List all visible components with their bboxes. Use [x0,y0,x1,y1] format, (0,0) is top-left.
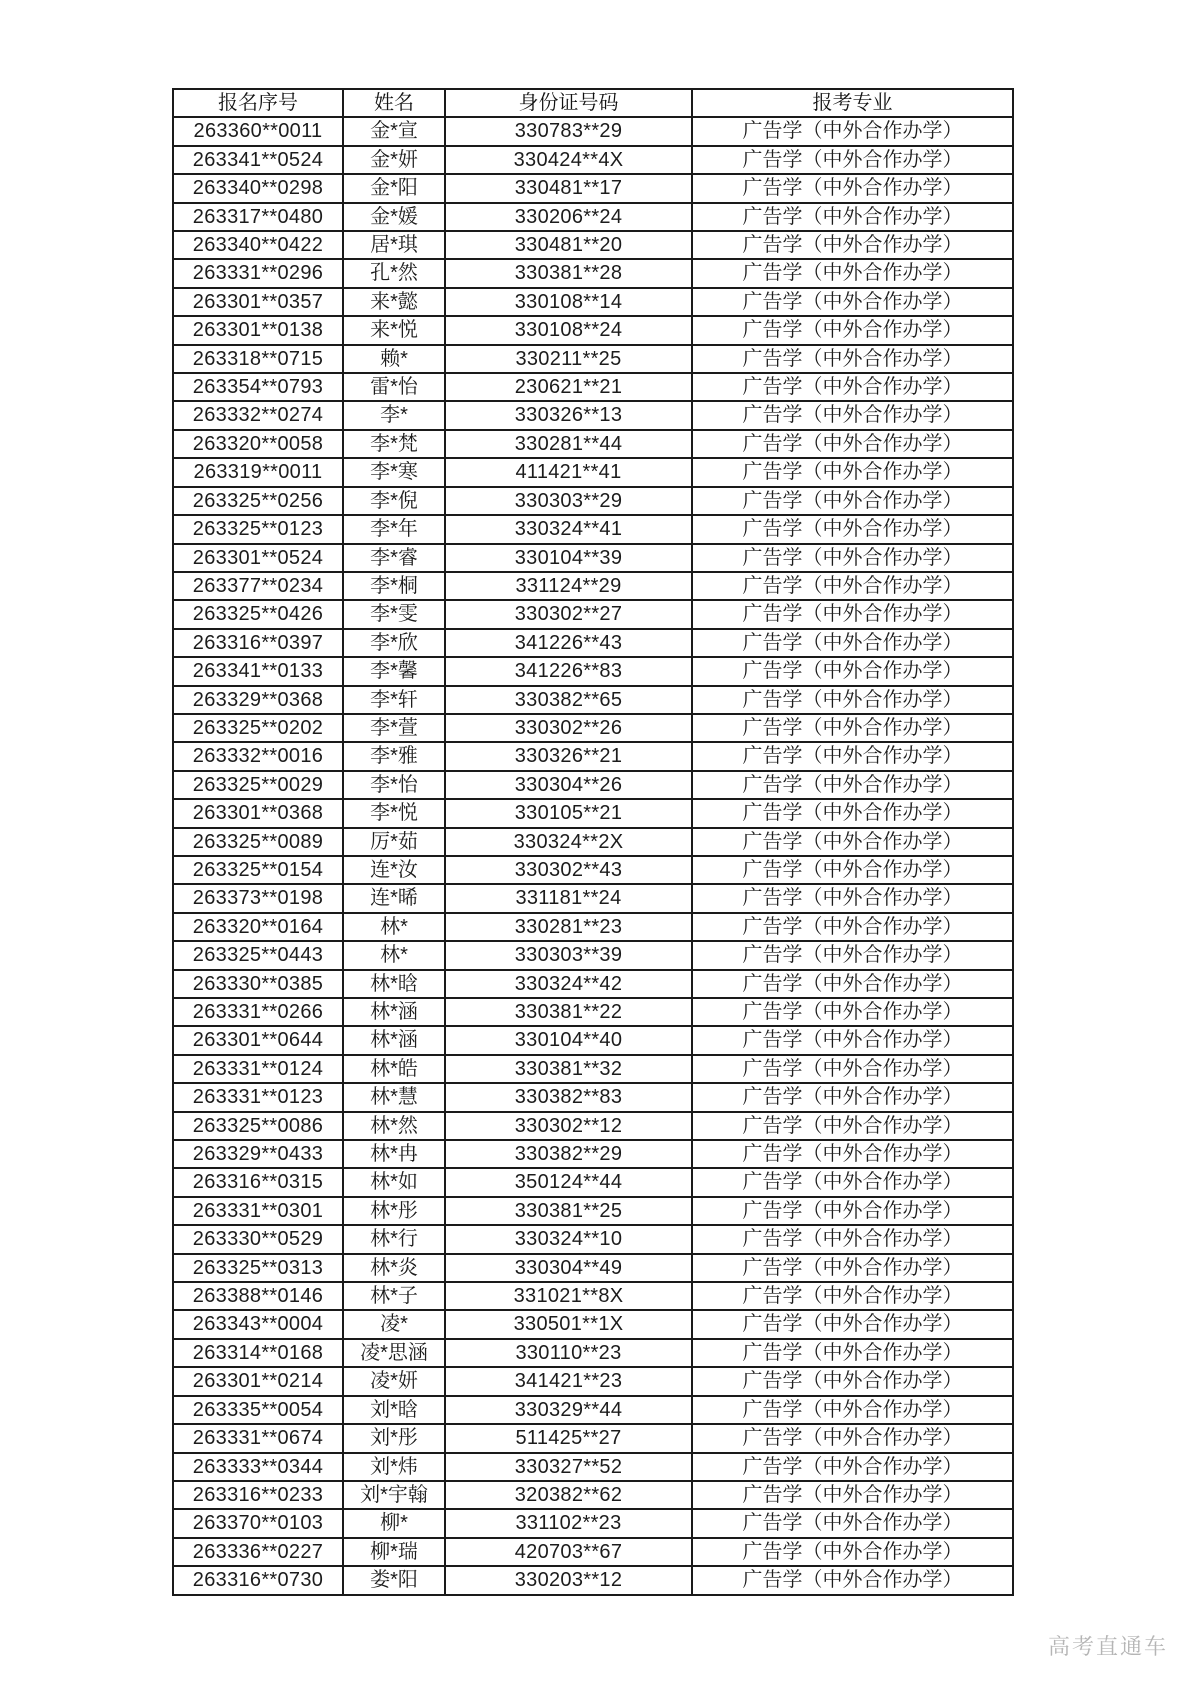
major-cell: 广告学（中外合作办学） [692,1026,1013,1054]
name-cell: 林*涵 [343,998,445,1026]
name-cell: 孔*然 [343,259,445,287]
table-row [173,487,1013,515]
registration-number-cell: 263370**0103 [173,1509,343,1537]
name-cell: 金*媛 [343,203,445,231]
name-cell: 林*炎 [343,1254,445,1282]
major-cell: 广告学（中外合作办学） [692,487,1013,515]
table-row [173,771,1013,799]
registration-number-cell: 263341**0524 [173,146,343,174]
table-row [173,373,1013,401]
id-number-cell: 330211**25 [445,345,692,373]
name-cell: 林*彤 [343,1197,445,1225]
id-number-cell: 330281**44 [445,430,692,458]
registration-number-cell: 263314**0168 [173,1339,343,1367]
registration-number-cell: 263331**0674 [173,1424,343,1452]
id-number-cell: 350124**44 [445,1168,692,1196]
registration-number-cell: 263331**0266 [173,998,343,1026]
column-header-name: 姓名 [343,89,445,117]
name-cell: 李*梵 [343,430,445,458]
id-number-cell: 331102**23 [445,1509,692,1537]
watermark: 高考直通车 [1047,1634,1168,1659]
registration-number-cell: 263325**0029 [173,771,343,799]
major-cell: 广告学（中外合作办学） [692,373,1013,401]
table-row [173,742,1013,770]
registration-number-cell: 263316**0730 [173,1566,343,1594]
major-cell: 广告学（中外合作办学） [692,1168,1013,1196]
table-row [173,1481,1013,1509]
table-row [173,884,1013,912]
name-cell: 凌*思涵 [343,1339,445,1367]
registration-number-cell: 263325**0443 [173,941,343,969]
table-row [173,970,1013,998]
id-number-cell: 330110**23 [445,1339,692,1367]
major-cell: 广告学（中外合作办学） [692,117,1013,145]
major-cell: 广告学（中外合作办学） [692,544,1013,572]
major-cell: 广告学（中外合作办学） [692,1282,1013,1310]
major-cell: 广告学（中外合作办学） [692,799,1013,827]
table-row [173,1140,1013,1168]
id-number-cell: 330481**17 [445,174,692,202]
name-cell: 林*子 [343,1282,445,1310]
id-number-cell: 330108**24 [445,316,692,344]
major-cell: 广告学（中外合作办学） [692,1083,1013,1111]
id-number-cell: 411421**41 [445,458,692,486]
id-number-cell: 330302**26 [445,714,692,742]
name-cell: 林*晗 [343,970,445,998]
table-row [173,1168,1013,1196]
registration-number-cell: 263316**0397 [173,629,343,657]
registration-number-cell: 263331**0124 [173,1055,343,1083]
name-cell: 刘*宇翰 [343,1481,445,1509]
registration-number-cell: 263319**0011 [173,458,343,486]
name-cell: 李*萱 [343,714,445,742]
major-cell: 广告学（中外合作办学） [692,970,1013,998]
major-cell: 广告学（中外合作办学） [692,686,1013,714]
id-number-cell: 341421**23 [445,1367,692,1395]
id-number-cell: 330501**1X [445,1310,692,1338]
id-number-cell: 330324**10 [445,1225,692,1253]
registration-number-cell: 263318**0715 [173,345,343,373]
major-cell: 广告学（中外合作办学） [692,1396,1013,1424]
name-cell: 李*怡 [343,771,445,799]
major-cell: 广告学（中外合作办学） [692,856,1013,884]
major-cell: 广告学（中外合作办学） [692,828,1013,856]
id-number-cell: 330302**27 [445,600,692,628]
name-cell: 金*宣 [343,117,445,145]
registration-number-cell: 263329**0433 [173,1140,343,1168]
id-number-cell: 330424**4X [445,146,692,174]
name-cell: 李*寒 [343,458,445,486]
table-row [173,1509,1013,1537]
registration-number-cell: 263325**0086 [173,1112,343,1140]
registration-number-cell: 263354**0793 [173,373,343,401]
table-row [173,714,1013,742]
registration-number-cell: 263331**0123 [173,1083,343,1111]
major-cell: 广告学（中外合作办学） [692,1140,1013,1168]
major-cell: 广告学（中外合作办学） [692,1055,1013,1083]
name-cell: 刘*炜 [343,1453,445,1481]
name-cell: 李* [343,401,445,429]
table-row [173,203,1013,231]
table-row [173,941,1013,969]
id-number-cell: 330304**49 [445,1254,692,1282]
major-cell: 广告学（中外合作办学） [692,515,1013,543]
id-number-cell: 330324**2X [445,828,692,856]
table-row [173,1083,1013,1111]
registration-number-cell: 263341**0133 [173,657,343,685]
name-cell: 来*悦 [343,316,445,344]
major-cell: 广告学（中外合作办学） [692,1339,1013,1367]
name-cell: 李*倪 [343,487,445,515]
registration-number-cell: 263325**0426 [173,600,343,628]
table-row [173,600,1013,628]
name-cell: 凌*妍 [343,1367,445,1395]
name-cell: 金*阳 [343,174,445,202]
name-cell: 赖* [343,345,445,373]
registration-number-cell: 263301**0524 [173,544,343,572]
registration-number-cell: 263329**0368 [173,686,343,714]
id-number-cell: 330382**65 [445,686,692,714]
major-cell: 广告学（中外合作办学） [692,1566,1013,1594]
registration-number-cell: 263325**0123 [173,515,343,543]
id-number-cell: 330302**12 [445,1112,692,1140]
table-row [173,657,1013,685]
major-cell: 广告学（中外合作办学） [692,345,1013,373]
table-row [173,856,1013,884]
id-number-cell: 331124**29 [445,572,692,600]
major-cell: 广告学（中外合作办学） [692,316,1013,344]
major-cell: 广告学（中外合作办学） [692,259,1013,287]
id-number-cell: 330108**14 [445,288,692,316]
table-row [173,799,1013,827]
id-number-cell: 330481**20 [445,231,692,259]
column-header-registration-number: 报名序号 [173,89,343,117]
registration-number-cell: 263301**0138 [173,316,343,344]
registration-number-cell: 263325**0154 [173,856,343,884]
table-row [173,117,1013,145]
table-row [173,1367,1013,1395]
name-cell: 林*慧 [343,1083,445,1111]
id-number-cell: 331181**24 [445,884,692,912]
name-cell: 林*然 [343,1112,445,1140]
major-cell: 广告学（中外合作办学） [692,1424,1013,1452]
table-body [173,117,1013,1594]
registration-number-cell: 263325**0256 [173,487,343,515]
major-cell: 广告学（中外合作办学） [692,1254,1013,1282]
table-row [173,544,1013,572]
name-cell: 林*如 [343,1168,445,1196]
registration-number-cell: 263333**0344 [173,1453,343,1481]
name-cell: 林* [343,913,445,941]
table-row [173,1453,1013,1481]
name-cell: 林* [343,941,445,969]
id-number-cell: 330327**52 [445,1453,692,1481]
major-cell: 广告学（中外合作办学） [692,458,1013,486]
id-number-cell: 330206**24 [445,203,692,231]
name-cell: 李*年 [343,515,445,543]
name-cell: 林*行 [343,1225,445,1253]
major-cell: 广告学（中外合作办学） [692,771,1013,799]
table-row [173,316,1013,344]
name-cell: 李*悦 [343,799,445,827]
table-header-row [173,89,1013,117]
registration-number-cell: 263343**0004 [173,1310,343,1338]
table-row [173,913,1013,941]
registration-number-cell: 263301**0214 [173,1367,343,1395]
registration-number-cell: 263340**0298 [173,174,343,202]
name-cell: 雷*怡 [343,373,445,401]
table-row [173,1254,1013,1282]
id-number-cell: 341226**83 [445,657,692,685]
major-cell: 广告学（中外合作办学） [692,1538,1013,1566]
major-cell: 广告学（中外合作办学） [692,1310,1013,1338]
table-row [173,1396,1013,1424]
id-number-cell: 330303**39 [445,941,692,969]
major-cell: 广告学（中外合作办学） [692,913,1013,941]
major-cell: 广告学（中外合作办学） [692,1481,1013,1509]
name-cell: 刘*彤 [343,1424,445,1452]
name-cell: 林*皓 [343,1055,445,1083]
table-row [173,828,1013,856]
registration-number-cell: 263332**0016 [173,742,343,770]
id-number-cell: 341226**43 [445,629,692,657]
registration-number-cell: 263388**0146 [173,1282,343,1310]
table-row [173,401,1013,429]
table-row [173,1055,1013,1083]
table-row [173,572,1013,600]
registration-number-cell: 263317**0480 [173,203,343,231]
registration-number-cell: 263316**0233 [173,1481,343,1509]
major-cell: 广告学（中外合作办学） [692,288,1013,316]
table-row [173,1538,1013,1566]
id-number-cell: 330381**22 [445,998,692,1026]
registration-number-cell: 263331**0301 [173,1197,343,1225]
major-cell: 广告学（中外合作办学） [692,146,1013,174]
registration-number-cell: 263331**0296 [173,259,343,287]
registration-number-cell: 263325**0089 [173,828,343,856]
major-cell: 广告学（中外合作办学） [692,629,1013,657]
table-row [173,458,1013,486]
table-row [173,515,1013,543]
name-cell: 李*雯 [343,600,445,628]
table-row [173,1566,1013,1594]
name-cell: 李*雅 [343,742,445,770]
table-row [173,1424,1013,1452]
id-number-cell: 230621**21 [445,373,692,401]
registration-number-cell: 263335**0054 [173,1396,343,1424]
name-cell: 金*妍 [343,146,445,174]
id-number-cell: 511425**27 [445,1424,692,1452]
major-cell: 广告学（中外合作办学） [692,714,1013,742]
id-number-cell: 320382**62 [445,1481,692,1509]
major-cell: 广告学（中外合作办学） [692,1225,1013,1253]
registration-number-cell: 263332**0274 [173,401,343,429]
id-number-cell: 330326**13 [445,401,692,429]
registration-number-cell: 263373**0198 [173,884,343,912]
registration-number-cell: 263301**0368 [173,799,343,827]
id-number-cell: 331021**8X [445,1282,692,1310]
major-cell: 广告学（中外合作办学） [692,430,1013,458]
table-row [173,629,1013,657]
name-cell: 李*轩 [343,686,445,714]
name-cell: 林*冉 [343,1140,445,1168]
table-row [173,1310,1013,1338]
id-number-cell: 330382**29 [445,1140,692,1168]
table-row [173,1339,1013,1367]
id-number-cell: 330324**42 [445,970,692,998]
major-cell: 广告学（中外合作办学） [692,1453,1013,1481]
major-cell: 广告学（中外合作办学） [692,600,1013,628]
major-cell: 广告学（中外合作办学） [692,1112,1013,1140]
name-cell: 连*晞 [343,884,445,912]
major-cell: 广告学（中外合作办学） [692,203,1013,231]
table-row [173,1225,1013,1253]
id-number-cell: 330303**29 [445,487,692,515]
major-cell: 广告学（中外合作办学） [692,1367,1013,1395]
name-cell: 居*琪 [343,231,445,259]
id-number-cell: 330381**32 [445,1055,692,1083]
table-row [173,288,1013,316]
id-number-cell: 330281**23 [445,913,692,941]
table-row [173,686,1013,714]
name-cell: 柳*瑞 [343,1538,445,1566]
applicants-table [172,88,1014,1596]
name-cell: 连*汝 [343,856,445,884]
name-cell: 厉*茹 [343,828,445,856]
name-cell: 娄*阳 [343,1566,445,1594]
column-header-major: 报考专业 [692,89,1013,117]
table-row [173,231,1013,259]
name-cell: 来*懿 [343,288,445,316]
registration-number-cell: 263325**0313 [173,1254,343,1282]
major-cell: 广告学（中外合作办学） [692,657,1013,685]
table-row [173,1112,1013,1140]
registration-number-cell: 263301**0357 [173,288,343,316]
table-row [173,430,1013,458]
table-row [173,146,1013,174]
id-number-cell: 330105**21 [445,799,692,827]
id-number-cell: 330302**43 [445,856,692,884]
id-number-cell: 420703**67 [445,1538,692,1566]
major-cell: 广告学（中外合作办学） [692,174,1013,202]
name-cell: 李*馨 [343,657,445,685]
registration-number-cell: 263377**0234 [173,572,343,600]
major-cell: 广告学（中外合作办学） [692,742,1013,770]
major-cell: 广告学（中外合作办学） [692,998,1013,1026]
registration-number-cell: 263360**0011 [173,117,343,145]
table-row [173,345,1013,373]
registration-number-cell: 263320**0164 [173,913,343,941]
name-cell: 李*睿 [343,544,445,572]
table-row [173,998,1013,1026]
major-cell: 广告学（中外合作办学） [692,884,1013,912]
id-number-cell: 330381**25 [445,1197,692,1225]
id-number-cell: 330382**83 [445,1083,692,1111]
table-row [173,1197,1013,1225]
registration-number-cell: 263336**0227 [173,1538,343,1566]
id-number-cell: 330783**29 [445,117,692,145]
id-number-cell: 330324**41 [445,515,692,543]
table-row [173,1026,1013,1054]
name-cell: 李*桐 [343,572,445,600]
name-cell: 李*欣 [343,629,445,657]
table-row [173,1282,1013,1310]
column-header-id-number: 身份证号码 [445,89,692,117]
major-cell: 广告学（中外合作办学） [692,231,1013,259]
registration-number-cell: 263325**0202 [173,714,343,742]
registration-number-cell: 263330**0385 [173,970,343,998]
table-row [173,259,1013,287]
registration-number-cell: 263340**0422 [173,231,343,259]
registration-number-cell: 263320**0058 [173,430,343,458]
id-number-cell: 330104**40 [445,1026,692,1054]
id-number-cell: 330381**28 [445,259,692,287]
registration-number-cell: 263301**0644 [173,1026,343,1054]
table-row [173,174,1013,202]
major-cell: 广告学（中外合作办学） [692,1509,1013,1537]
major-cell: 广告学（中外合作办学） [692,572,1013,600]
major-cell: 广告学（中外合作办学） [692,1197,1013,1225]
id-number-cell: 330326**21 [445,742,692,770]
id-number-cell: 330203**12 [445,1566,692,1594]
name-cell: 林*涵 [343,1026,445,1054]
major-cell: 广告学（中外合作办学） [692,401,1013,429]
id-number-cell: 330304**26 [445,771,692,799]
name-cell: 柳* [343,1509,445,1537]
registration-number-cell: 263316**0315 [173,1168,343,1196]
registration-number-cell: 263330**0529 [173,1225,343,1253]
name-cell: 刘*晗 [343,1396,445,1424]
id-number-cell: 330329**44 [445,1396,692,1424]
major-cell: 广告学（中外合作办学） [692,941,1013,969]
id-number-cell: 330104**39 [445,544,692,572]
name-cell: 凌* [343,1310,445,1338]
